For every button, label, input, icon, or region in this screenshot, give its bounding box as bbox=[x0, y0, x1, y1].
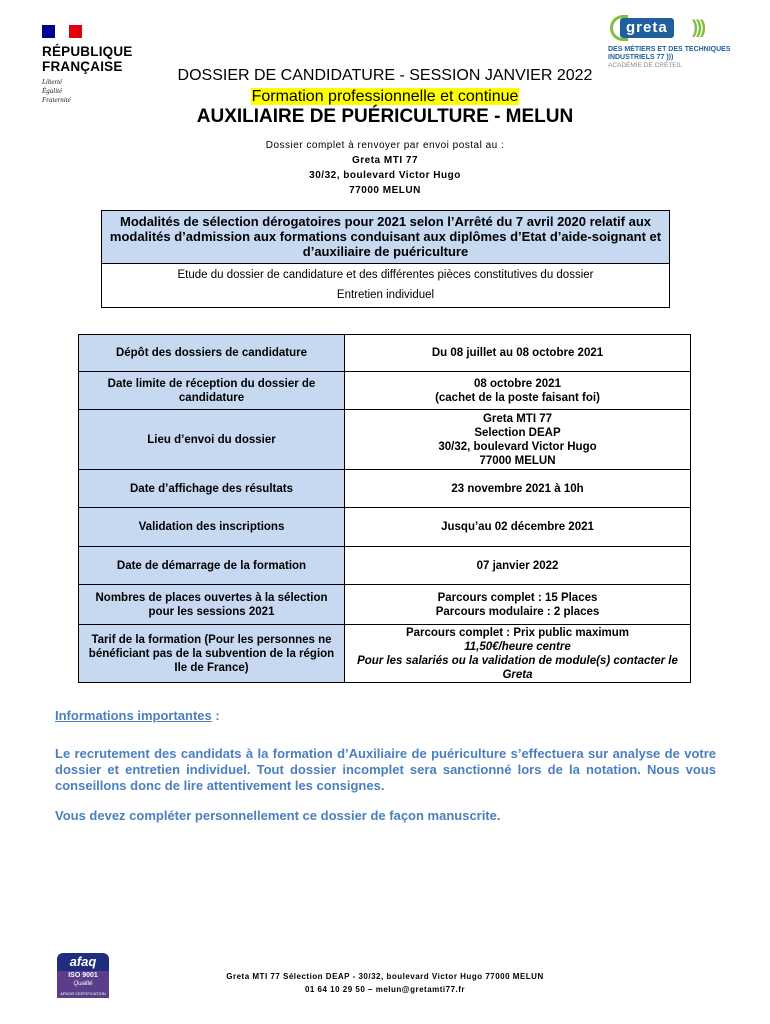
send-address-block bbox=[0, 138, 770, 198]
row-value-validation: Jusqu’au 02 décembre 2021 bbox=[345, 508, 691, 547]
row-label-lieu: Lieu d’envoi du dossier bbox=[79, 410, 345, 470]
row-value-affichage: 23 novembre 2021 à 10h bbox=[345, 470, 691, 508]
motto-liberte: Liberté bbox=[42, 78, 63, 86]
greta-tagline-2: INDUSTRIELS 77 ))) bbox=[608, 54, 674, 61]
date-limite-value: 08 octobre 2021 bbox=[474, 377, 561, 390]
motto-fraternite: Fraternité bbox=[42, 96, 71, 104]
page-title: AUXILIAIRE DE PUÉRICULTURE - MELUN bbox=[196, 106, 574, 127]
greta-tagline-1: DES MÉTIERS ET DES TECHNIQUES bbox=[608, 46, 731, 53]
info-table bbox=[78, 334, 691, 683]
places-complet: Parcours complet : 15 Places bbox=[437, 591, 598, 604]
footer-line-2: 01 64 10 29 50 – melun@gretamti77.fr bbox=[304, 985, 466, 994]
modalites-item-2: Entretien individuel bbox=[336, 289, 435, 301]
rf-name-line1: RÉPUBLIQUE bbox=[42, 44, 133, 59]
row-value-depot: Du 08 juillet au 08 octobre 2021 bbox=[345, 335, 691, 372]
places-modulaire: Parcours modulaire : 2 places bbox=[435, 605, 600, 618]
table-row bbox=[79, 372, 691, 410]
dossier-heading: DOSSIER DE CANDIDATURE - SESSION JANVIER 2022 bbox=[177, 67, 593, 84]
table-row bbox=[79, 508, 691, 547]
important-heading bbox=[55, 708, 220, 723]
row-label-validation: Validation des inscriptions bbox=[79, 508, 345, 547]
lieu-line-4: 77000 MELUN bbox=[479, 454, 556, 467]
greta-logo bbox=[608, 15, 758, 70]
send-line-2: 30/32, boulevard Victor Hugo bbox=[309, 170, 461, 181]
greta-tagline bbox=[608, 46, 758, 62]
row-label-depot: Dépôt des dossiers de candidature bbox=[79, 335, 345, 372]
date-limite-note: (cachet de la poste faisant foi) bbox=[435, 391, 600, 404]
table-row bbox=[79, 410, 691, 470]
row-label-date-limite: Date limite de réception du dossier de candidature bbox=[79, 372, 345, 410]
table-row bbox=[79, 585, 691, 625]
row-label-tarif: Tarif de la formation (Pour les personnes ne bénéficiant pas de la subvention de la région Ile de France) bbox=[79, 625, 345, 683]
rf-name-line2: FRANÇAISE bbox=[42, 59, 123, 74]
afaq-cert: AFNOR CERTIFICATION bbox=[57, 989, 109, 998]
afaq-qualite: Qualité bbox=[57, 980, 109, 989]
french-flag-icon bbox=[42, 25, 82, 38]
table-row bbox=[79, 547, 691, 585]
afaq-iso: ISO 9001 bbox=[57, 971, 109, 980]
important-title: Informations importantes bbox=[55, 708, 212, 723]
footer-line-1: Greta MTI 77 Sélection DEAP - 30/32, boulevard Victor Hugo 77000 MELUN bbox=[226, 972, 544, 981]
important-paragraph-2: Vous devez compléter personnellement ce dossier de façon manuscrite. bbox=[55, 808, 501, 823]
modalites-heading: Modalités de sélection dérogatoires pour 2021 selon l’Arrêté du 7 avril 2020 relatif aux modalités d’admission aux formations conduisant aux diplômes d’Etat d’aide-soignant et d’auxiliaire de puériculture bbox=[102, 211, 669, 264]
tarif-line-2: 11,50€/heure centre bbox=[464, 640, 571, 653]
row-label-places: Nombres de places ouvertes à la sélection pour les sessions 2021 bbox=[79, 585, 345, 625]
modalites-item-1: Etude du dossier de candidature et des différentes pièces constitutives du dossier bbox=[177, 269, 594, 281]
footer bbox=[0, 970, 770, 996]
formation-heading: Formation professionnelle et continue bbox=[251, 88, 519, 105]
motto-egalite: Égalité bbox=[42, 87, 63, 95]
row-value-lieu bbox=[345, 410, 691, 470]
lieu-line-2: Selection DEAP bbox=[474, 426, 561, 439]
table-row bbox=[79, 470, 691, 508]
send-line-3: 77000 MELUN bbox=[349, 185, 421, 196]
greta-academy: ACADÉMIE DE CRÉTEIL bbox=[608, 62, 683, 69]
greta-badge bbox=[608, 15, 758, 41]
greta-waves-icon: ))) bbox=[692, 17, 704, 37]
greta-word: greta bbox=[620, 18, 674, 38]
modalites-body bbox=[102, 264, 669, 307]
table-row bbox=[79, 625, 691, 683]
important-colon: : bbox=[211, 708, 220, 723]
row-label-demarrage: Date de démarrage de la formation bbox=[79, 547, 345, 585]
afaq-word: afaq bbox=[57, 953, 109, 971]
table-row bbox=[79, 335, 691, 372]
modalites-box bbox=[101, 210, 670, 308]
send-line-1: Greta MTI 77 bbox=[351, 155, 419, 166]
lieu-line-1: Greta MTI 77 bbox=[482, 412, 553, 425]
send-intro: Dossier complet à renvoyer par envoi postal au : bbox=[265, 140, 505, 151]
tarif-line-1: Parcours complet : Prix public maximum bbox=[405, 626, 630, 639]
row-value-demarrage: 07 janvier 2022 bbox=[345, 547, 691, 585]
row-value-places bbox=[345, 585, 691, 625]
row-label-affichage: Date d’affichage des résultats bbox=[79, 470, 345, 508]
lieu-line-3: 30/32, boulevard Victor Hugo bbox=[438, 440, 597, 453]
tarif-line-3: Pour les salariés ou la validation de module(s) contacter le Greta bbox=[357, 654, 678, 681]
row-value-tarif bbox=[345, 625, 691, 683]
important-paragraph-1: Le recrutement des candidats à la formation d’Auxiliaire de puériculture s’effectuera sur analyse de votre dossier et entretien individuel. Tout dossier incomplet sera sanctionné lors de la notation. Nous vous conseillons donc de lire attentivement les consignes. bbox=[55, 746, 716, 793]
formation-heading-wrap bbox=[0, 88, 770, 106]
row-value-date-limite bbox=[345, 372, 691, 410]
